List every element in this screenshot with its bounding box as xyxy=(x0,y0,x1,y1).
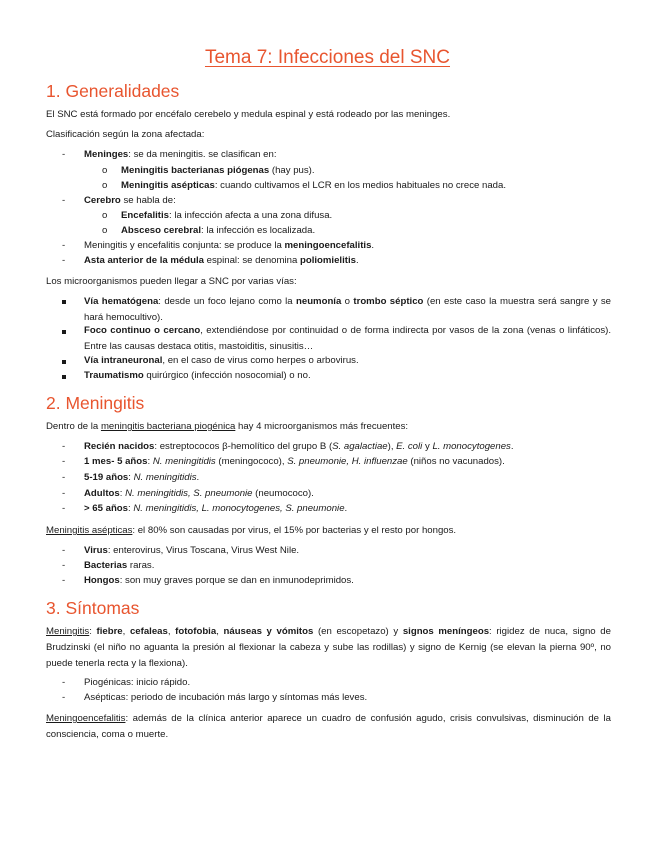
dash-bullet: - xyxy=(62,456,66,467)
list-item-cerebro xyxy=(84,193,176,208)
section-heading-meningitis: 2. Meningitis xyxy=(46,393,145,413)
dash-bullet: - xyxy=(62,195,66,206)
square-bullet xyxy=(62,300,66,304)
list-item-text: : desde un foco lejano como la xyxy=(158,296,296,307)
symptom-nauseas: náuseas y vómitos xyxy=(223,626,314,637)
list-item-asepticas-sintomas: Asépticas: periodo de incubación más largo y síntomas más leves. xyxy=(84,692,368,703)
list-item-text: . xyxy=(196,472,200,483)
term-asepticas: Meningitis asépticas xyxy=(121,180,215,191)
list-item-text: , en el caso de virus como herpes o arbovirus. xyxy=(162,355,359,366)
list-item-text: y xyxy=(422,441,433,452)
list-item-text: (meningococo), xyxy=(215,456,288,467)
term-5-19anos: 5-19 años xyxy=(84,472,129,483)
term-encefalitis: Encefalitis xyxy=(121,210,169,221)
paragraph-text: , xyxy=(167,626,176,637)
list-item-text: : son muy graves porque se dan en inmunodeprimidos. xyxy=(119,575,354,586)
list-item-adultos xyxy=(84,486,314,501)
symptom-fotofobia: fotofobia xyxy=(175,626,217,637)
list-item-text: . xyxy=(355,255,359,266)
term-asta: Asta anterior de la médula xyxy=(84,255,204,266)
list-item-text: : xyxy=(128,503,134,514)
organism-name: S. agalactiae xyxy=(332,441,388,452)
list-item-text: Meningitis y encefalitis conjunta: se produce la xyxy=(84,240,285,251)
term-meningitis: Meningitis xyxy=(46,626,90,637)
paragraph-meningoencefalitis xyxy=(46,711,611,743)
term-recien-nacidos: Recién nacidos xyxy=(84,441,155,452)
paragraph-piogenica xyxy=(46,419,408,434)
list-item-text: : xyxy=(128,472,134,483)
list-item-text: raras. xyxy=(127,560,155,571)
dash-bullet: - xyxy=(62,149,66,160)
list-item-text: : la infección afecta a una zona difusa. xyxy=(169,210,333,221)
paragraph-text: (en escopetazo) y xyxy=(313,626,403,637)
list-item-foco-continuo xyxy=(84,323,611,355)
page-title: Tema 7: Infecciones del SNC xyxy=(204,47,450,68)
section-heading-generalidades: 1. Generalidades xyxy=(46,81,180,101)
paragraph-intro: El SNC está formado por encéfalo cerebelo y medula espinal y está rodeado por las meninges. xyxy=(46,109,451,120)
circle-bullet: o xyxy=(102,210,108,221)
list-item-recien-nacidos xyxy=(84,439,514,454)
paragraph-text: , xyxy=(216,626,224,637)
paragraph-text: : xyxy=(89,626,97,637)
term-meningoencefalitis-u: Meningoencefalitis xyxy=(46,713,126,724)
term-trombo-septico: trombo séptico xyxy=(353,296,424,307)
dash-bullet: - xyxy=(62,545,66,556)
circle-bullet: o xyxy=(102,180,108,191)
dash-bullet: - xyxy=(62,255,66,266)
term-1mes-5anos: 1 mes- 5 años xyxy=(84,456,148,467)
square-bullet xyxy=(62,375,66,379)
organism-name: E. coli xyxy=(396,441,423,452)
list-item-text: o xyxy=(341,296,354,307)
term-meningitis-asepticas: Meningitis asépticas xyxy=(46,525,133,536)
square-bullet xyxy=(62,360,66,364)
symptom-fiebre: fiebre xyxy=(96,626,123,637)
list-item-text: : xyxy=(119,488,126,499)
list-item-5-19anos xyxy=(84,470,199,485)
dash-bullet: - xyxy=(62,503,66,514)
dash-bullet: - xyxy=(62,441,66,452)
term-cerebro: Cerebro xyxy=(84,195,121,206)
list-item-via-intraneuronal xyxy=(84,353,359,368)
dash-bullet: - xyxy=(62,677,66,688)
list-item-text: . xyxy=(371,240,375,251)
paragraph-text: hay 4 microorganismos más frecuentes: xyxy=(235,421,409,432)
term-virus: Virus xyxy=(84,545,108,556)
paragraph-text: : el 80% son causadas por virus, el 15% por bacterias y el resto por hongos. xyxy=(132,525,457,536)
list-item-meninges xyxy=(84,147,277,162)
list-subitem-absceso xyxy=(121,223,315,238)
list-item-text: : cuando cultivamos el LCR en los medios habituales no crece nada. xyxy=(214,180,507,191)
list-item-text: : enterovirus, Virus Toscana, Virus West Nile. xyxy=(107,545,300,556)
list-item-virus xyxy=(84,543,299,558)
term-bacterianas: Meningitis bacterianas piógenas xyxy=(121,165,270,176)
list-item-text: (en este caso la muestra será sangre y se hará hemocultivo). xyxy=(84,296,611,323)
dash-bullet: - xyxy=(62,692,66,703)
list-item-text: (neumococo). xyxy=(252,488,314,499)
symptom-signos-meningeos: signos meníngeos xyxy=(402,626,490,637)
term-bacterias: Bacterias xyxy=(84,560,128,571)
term-neumonia: neumonía xyxy=(296,296,342,307)
dash-bullet: - xyxy=(62,240,66,251)
term-via-hematogena: Vía hematógena xyxy=(84,296,159,307)
paragraph-vias: Los microorganismos pueden llegar a SNC por varias vías: xyxy=(46,276,297,287)
dash-bullet: - xyxy=(62,472,66,483)
term-adultos: Adultos xyxy=(84,488,120,499)
circle-bullet: o xyxy=(102,225,108,236)
list-item-meningoencefalitis xyxy=(84,238,374,253)
list-item-65anos xyxy=(84,501,347,516)
organism-name: N. meningitidis, S. pneumonie xyxy=(125,488,253,499)
list-item-text: . xyxy=(510,441,514,452)
term-foco-continuo: Foco continuo o cercano xyxy=(84,325,201,336)
term-meninges: Meninges xyxy=(84,149,129,160)
list-item-text: ), xyxy=(387,441,397,452)
section-heading-sintomas: 3. Síntomas xyxy=(46,598,140,618)
list-item-text: espinal: se denomina xyxy=(203,255,300,266)
square-bullet xyxy=(62,330,66,334)
term-hongos: Hongos xyxy=(84,575,120,586)
organism-name: S. pneumonie, H. influenzae xyxy=(287,456,408,467)
term-piogenica: meningitis bacteriana piogénica xyxy=(100,421,236,432)
list-item-text: , extendiéndose por continuidad o de forma indirecta por vasos de la zona (venas o linfáticos). Entre las causas destaca otitis, mastoiditis, sinusitis… xyxy=(84,325,611,352)
symptom-cefaleas: cefaleas xyxy=(129,626,168,637)
organism-name: L. monocytogenes xyxy=(432,441,511,452)
list-item-hongos xyxy=(84,573,354,588)
list-item-text: : se da meningitis. se clasifican en: xyxy=(128,149,277,160)
organism-name: N. meningitidis xyxy=(133,472,197,483)
list-item-via-hematogena xyxy=(84,294,611,326)
paragraph-text: Dentro de la xyxy=(46,421,101,432)
term-65anos: > 65 años xyxy=(84,503,128,514)
list-item-1mes-5anos xyxy=(84,454,505,469)
organism-name: N. meningitidis, L. monocytogenes, S. pneumonie xyxy=(133,503,345,514)
paragraph-text: : rigidez de nuca, signo de Brudzinski (el niño no aguanta la presión al flexionar la cabeza y sube las rodillas) y signo de Kernig (se elevan la pierna 90º, no puede tenerla recta y la flexiona). xyxy=(46,626,611,669)
list-item-text: . xyxy=(344,503,348,514)
paragraph-meningitis-sintomas xyxy=(46,624,611,672)
paragraph-text: : además de la clínica anterior aparece un cuadro de confusión agudo, crisis convulsivas, disminución de la consciencia, coma o muerte. xyxy=(46,713,611,740)
list-item-text: quirúrgico (infección nosocomial) o no. xyxy=(143,370,311,381)
term-via-intraneuronal: Vía intraneuronal xyxy=(84,355,163,366)
paragraph-text: , xyxy=(122,626,130,637)
organism-name: N. meningitidis xyxy=(152,456,216,467)
list-item-text: (niños no vacunados). xyxy=(407,456,505,467)
list-item-traumatismo xyxy=(84,368,311,383)
list-subitem-asepticas xyxy=(121,178,506,193)
list-item-text: : estreptococos β-hemolítico del grupo B ( xyxy=(154,441,333,452)
list-item-text: : xyxy=(147,456,153,467)
paragraph-clasificacion: Clasificación según la zona afectada: xyxy=(46,129,205,140)
term-meningoencefalitis: meningoencefalitis xyxy=(284,240,372,251)
term-traumatismo: Traumatismo xyxy=(84,370,144,381)
list-item-bacterias xyxy=(84,558,154,573)
paragraph-asepticas xyxy=(46,523,456,538)
dash-bullet: - xyxy=(62,560,66,571)
list-item-text: (hay pus). xyxy=(269,165,315,176)
list-subitem-encefalitis xyxy=(121,208,332,223)
list-item-text: : la infección es localizada. xyxy=(201,225,316,236)
dash-bullet: - xyxy=(62,575,66,586)
list-item-asta xyxy=(84,253,359,268)
circle-bullet: o xyxy=(102,165,108,176)
list-subitem-bacterianas xyxy=(121,163,315,178)
term-poliomielitis: poliomielitis xyxy=(299,255,356,266)
dash-bullet: - xyxy=(62,488,66,499)
list-item-text: se habla de: xyxy=(120,195,176,206)
term-absceso: Absceso cerebral xyxy=(121,225,201,236)
list-item-piogenicas: Piogénicas: inicio rápido. xyxy=(84,677,191,688)
